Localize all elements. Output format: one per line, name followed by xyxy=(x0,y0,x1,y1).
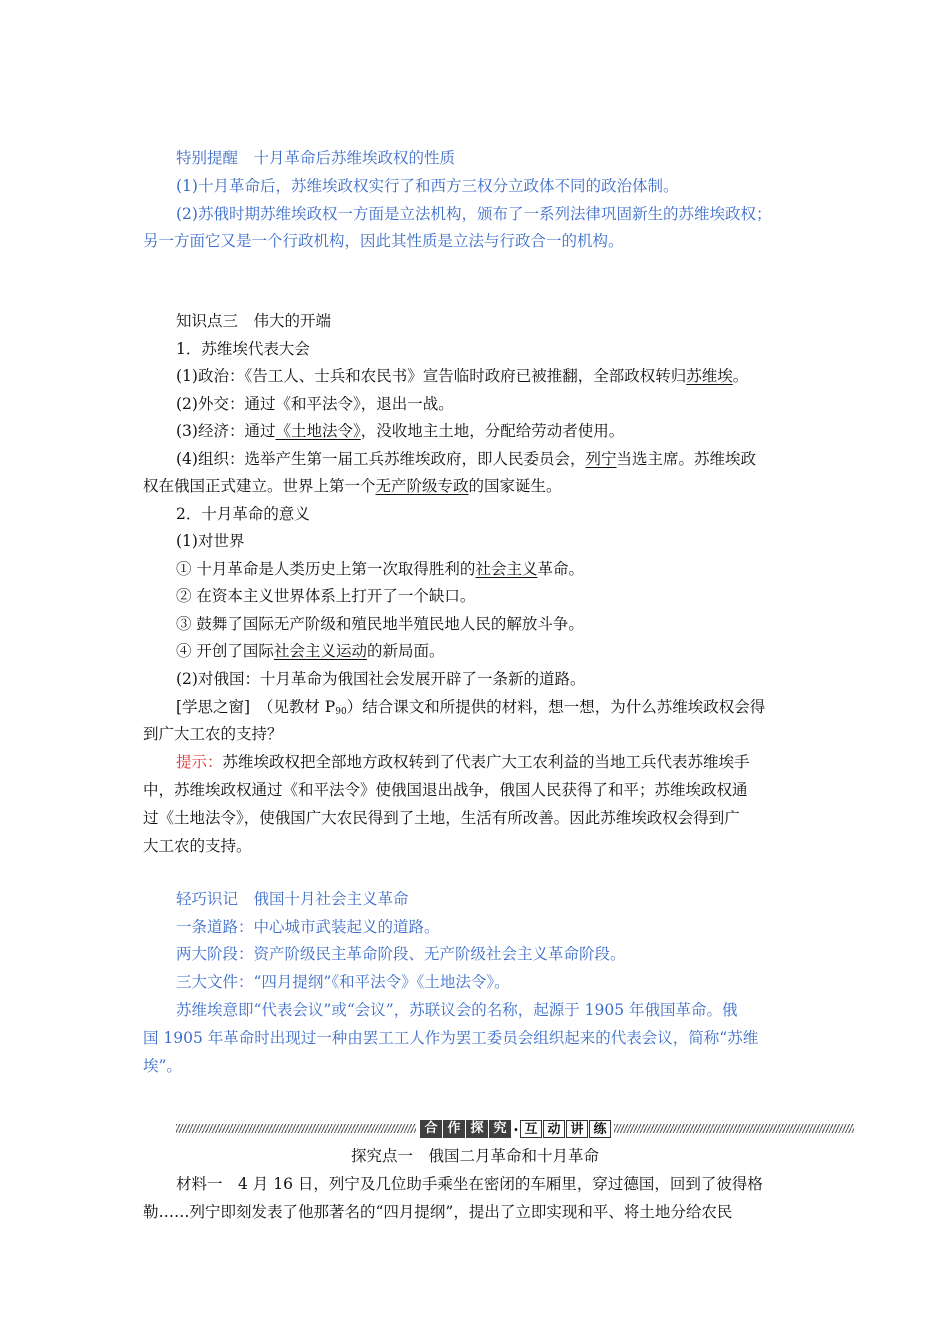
diplomacy-line: (2)外交：通过《和平法令》，退出一战。 xyxy=(176,395,454,413)
hint-label: 提示： xyxy=(176,753,223,771)
reminder-title: 特别提醒 十月革命后苏维埃政权的性质 xyxy=(176,149,456,167)
world-point-2: ② 在资本主义世界体系上打开了一个缺口。 xyxy=(176,587,476,605)
blank-soviet: 苏维埃 xyxy=(686,367,733,385)
world-point-4: ④ 开创了国际社会主义运动的新局面。 xyxy=(176,642,445,660)
soviet-note-line3: 埃”。 xyxy=(143,1057,182,1075)
world-subtitle: (1)对世界 xyxy=(176,532,245,550)
blank-lenin: 列宁 xyxy=(585,450,617,468)
banner-hatch-left xyxy=(176,1124,416,1133)
russia-line: (2)对俄国：十月革命为俄国社会发展开辟了一条新的道路。 xyxy=(176,670,586,688)
blank-proletarian-dictatorship: 无产阶级专政 xyxy=(375,477,469,495)
banner-hatch-right xyxy=(614,1124,854,1133)
study-window-label: [学思之窗] xyxy=(176,698,251,716)
organization-line-1: (4)组织：选举产生第一届工兵苏维埃政府，即人民委员会，列宁当选主席。苏维埃政 xyxy=(176,450,756,468)
banner-char: 究 xyxy=(489,1120,511,1138)
banner-char: 动 xyxy=(543,1120,565,1138)
banner-char: 练 xyxy=(589,1120,611,1138)
blank-socialist-movement: 社会主义运动 xyxy=(273,642,367,660)
banner-char: 讲 xyxy=(566,1120,588,1138)
hint-line3: 过《土地法令》，使俄国广大农民得到了土地，生活有所改善。因此苏维埃政权会得到广 xyxy=(143,809,740,827)
blank-socialism: 社会主义 xyxy=(475,560,538,578)
section-banner xyxy=(176,1120,854,1138)
hint-line4: 大工农的支持。 xyxy=(143,837,252,855)
material-1-line2: 勒……列宁即刻发表了他那著名的“四月提纲”，提出了立即实现和平、将土地分给农民 xyxy=(143,1203,733,1221)
banner-separator: · xyxy=(513,1119,519,1139)
reminder-p2-line1: (2)苏俄时期苏维埃政权一方面是立法机构，颁布了一系列法律巩固新生的苏维埃政权； xyxy=(176,205,772,223)
memory-title: 轻巧识记 俄国十月社会主义革命 xyxy=(176,890,409,908)
world-point-3: ③ 鼓舞了国际无产阶级和殖民地半殖民地人民的解放斗争。 xyxy=(176,615,584,633)
memory-line-3: 三大文件：“四月提纲”《和平法令》《土地法令》。 xyxy=(176,973,510,991)
politics-line: (1)政治：《告工人、士兵和农民书》宣告临时政府已被推翻，全部政权转归苏维埃。 xyxy=(176,367,749,385)
soviet-note-line1: 苏维埃意即“代表会议”或“会议”，苏联议会的名称，起源于 1905 年俄国革命。俄 xyxy=(176,1001,738,1019)
banner-char: 互 xyxy=(520,1120,542,1138)
banner-char: 合 xyxy=(420,1120,442,1138)
memory-line-2: 两大阶段：资产阶级民主革命阶段、无产阶级社会主义革命阶段。 xyxy=(176,945,626,963)
section-2-title: 2．十月革命的意义 xyxy=(176,505,310,523)
reminder-p2-line2: 另一方面它又是一个行政机构，因此其性质是立法与行政合一的机构。 xyxy=(143,232,624,250)
material-1-line1: 材料一 4 月 16 日，列宁及几位助手乘坐在密闭的车厢里，穿过德国，回到了彼得格 xyxy=(176,1175,763,1193)
section-1-title: 1．苏维埃代表大会 xyxy=(176,340,310,358)
soviet-note-line2: 国 1905 年革命时出现过一种由罢工工人作为罢工委员会组织起来的代表会议，简称“苏维 xyxy=(143,1029,759,1047)
blank-land-decree: 《土地法令》 xyxy=(275,422,361,440)
banner-title xyxy=(420,1120,612,1138)
study-window-line2: 到广大工农的支持？ xyxy=(143,725,283,743)
hint-line2: 中，苏维埃政权通过《和平法令》使俄国退出战争，俄国人民获得了和平；苏维埃政权通 xyxy=(143,781,748,799)
banner-char: 探 xyxy=(466,1120,488,1138)
reminder-p1: (1)十月革命后，苏维埃政权实行了和西方三权分立政体不同的政治体制。 xyxy=(176,177,679,195)
world-point-1: ① 十月革命是人类历史上第一次取得胜利的社会主义革命。 xyxy=(176,560,584,578)
explore-heading: 探究点一 俄国二月革命和十月革命 xyxy=(350,1147,599,1165)
economy-line: (3)经济：通过《土地法令》，没收地主土地，分配给劳动者使用。 xyxy=(176,422,625,440)
knowledge-heading: 知识点三 伟大的开端 xyxy=(176,312,332,330)
study-window-line1: [学思之窗] （见教材 $P_{90}$）结合课文和所提供的材料，想一想，为什么苏维埃政权会得 xyxy=(176,698,766,717)
organization-line-2: 权在俄国正式建立。世界上第一个无产阶级专政的国家诞生。 xyxy=(143,477,562,495)
banner-char: 作 xyxy=(443,1120,465,1138)
memory-line-1: 一条道路：中心城市武装起义的道路。 xyxy=(176,918,440,936)
hint-line1: 提示：苏维埃政权把全部地方政权转到了代表广大工农利益的当地工兵代表苏维埃手 xyxy=(176,753,750,771)
